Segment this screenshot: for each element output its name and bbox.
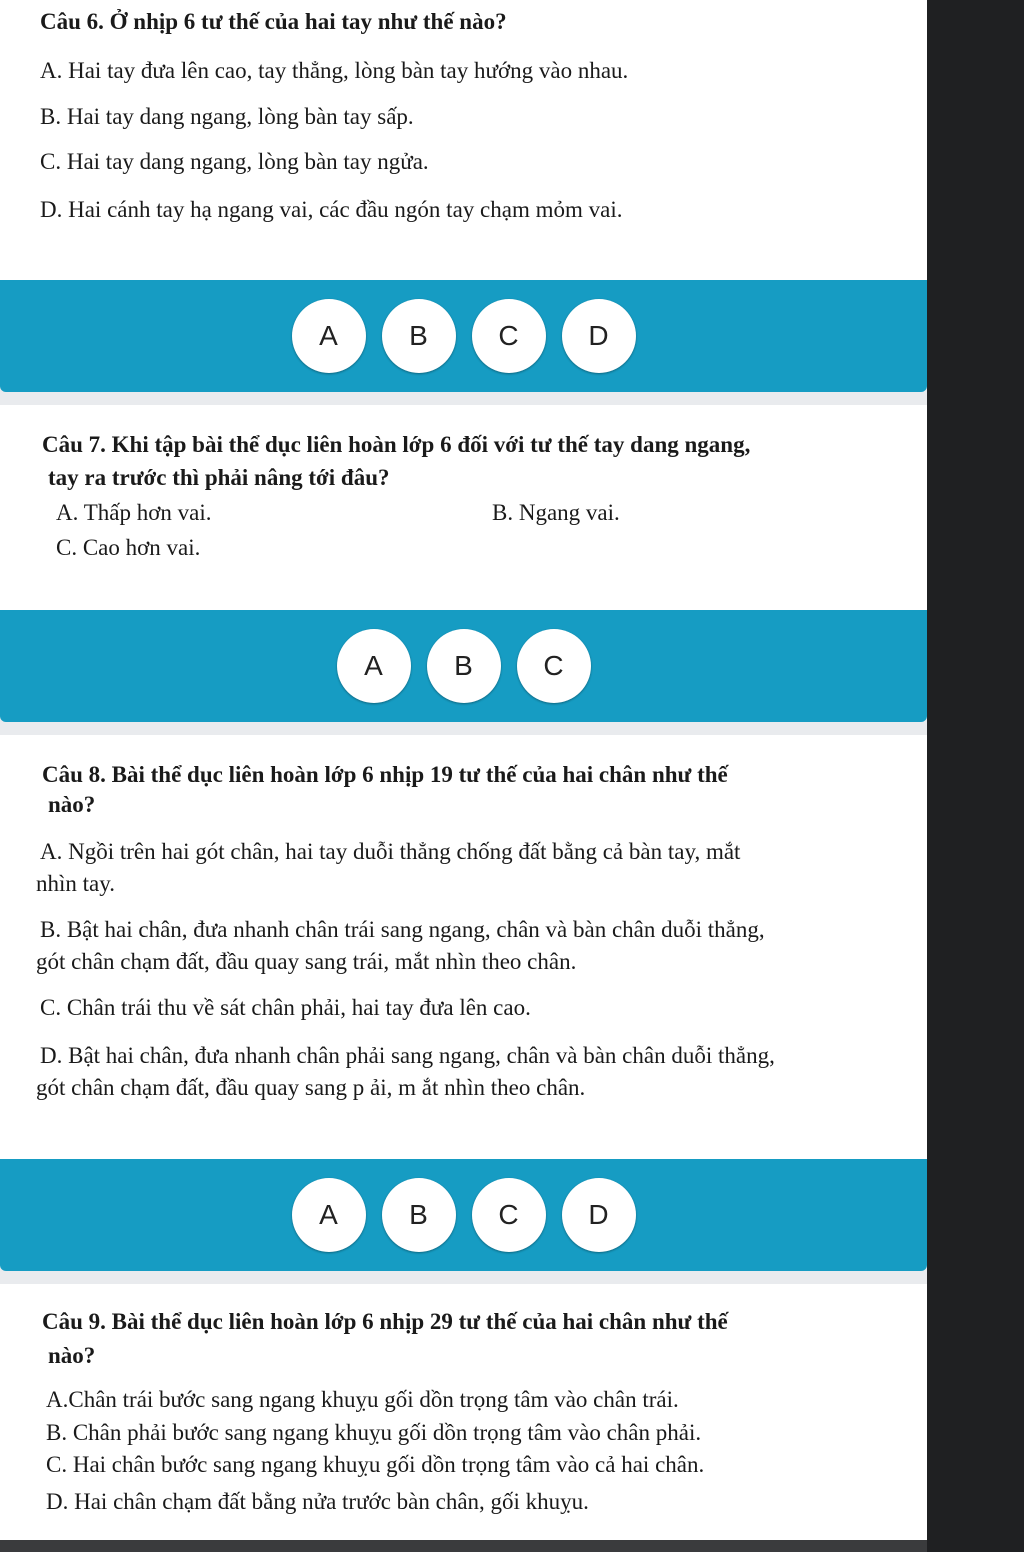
question-8-option-a-line2: nhìn tay. bbox=[36, 871, 115, 896]
question-8-option-d-line2: gót chân chạm đất, đầu quay sang p ải, m ắt nhìn theo chân. bbox=[36, 1075, 586, 1100]
question-7-title-line1: Câu 7. Khi tập bài thể dục liên hoàn lớp 6 đối với tư thế tay dang ngang, bbox=[42, 432, 751, 457]
question-9-title-line2: nào? bbox=[48, 1343, 96, 1368]
question-7-card bbox=[0, 405, 927, 610]
q8-answer-a-button[interactable]: A bbox=[292, 1178, 366, 1252]
question-8-title-line1: Câu 8. Bài thể dục liên hoàn lớp 6 nhịp 19 tư thế của hai chân như thế bbox=[42, 762, 728, 787]
question-7-option-a: A. Thấp hơn vai. bbox=[56, 500, 212, 525]
q7-answer-b-button[interactable]: B bbox=[427, 629, 501, 703]
question-9-option-b: B. Chân phải bước sang ngang khuỵu gối dồn trọng tâm vào chân phải. bbox=[46, 1420, 702, 1445]
question-7-option-c: C. Cao hơn vai. bbox=[56, 535, 201, 560]
q7-answer-a-button[interactable]: A bbox=[337, 629, 411, 703]
question-8-answer-bar bbox=[0, 1159, 927, 1271]
question-6-option-b: B. Hai tay dang ngang, lòng bàn tay sấp. bbox=[40, 104, 414, 129]
q8-answer-b-button[interactable]: B bbox=[382, 1178, 456, 1252]
question-8-option-c: C. Chân trái thu về sát chân phải, hai tay đưa lên cao. bbox=[40, 995, 531, 1020]
question-6-answer-bar bbox=[0, 280, 927, 392]
question-8-title-line2: nào? bbox=[48, 792, 96, 817]
q6-answer-a-button[interactable]: A bbox=[292, 299, 366, 373]
question-7-option-b: B. Ngang vai. bbox=[492, 500, 620, 525]
right-dark-strip bbox=[927, 0, 1024, 1552]
q6-answer-d-button[interactable]: D bbox=[562, 299, 636, 373]
question-6-option-d: D. Hai cánh tay hạ ngang vai, các đầu ngón tay chạm mỏm vai. bbox=[40, 197, 623, 222]
q7-answer-c-button[interactable]: C bbox=[517, 629, 591, 703]
question-8-option-a-line1: A. Ngồi trên hai gót chân, hai tay duỗi thẳng chống đất bằng cả bàn tay, mắt bbox=[40, 839, 741, 864]
question-7-answer-bar bbox=[0, 610, 927, 722]
question-9-option-c: C. Hai chân bước sang ngang khuỵu gối dồn trọng tâm vào cả hai chân. bbox=[46, 1452, 705, 1477]
question-8-option-b-line2: gót chân chạm đất, đầu quay sang trái, mắt nhìn theo chân. bbox=[36, 949, 577, 974]
q6-answer-b-button[interactable]: B bbox=[382, 299, 456, 373]
question-6-card bbox=[0, 0, 927, 280]
question-9-card bbox=[0, 1284, 927, 1540]
question-8-option-d-line1: D. Bật hai chân, đưa nhanh chân phải sang ngang, chân và bàn chân duỗi thẳng, bbox=[40, 1043, 775, 1068]
question-9-option-d: D. Hai chân chạm đất bằng nửa trước bàn chân, gối khuỵu. bbox=[46, 1489, 589, 1514]
question-7-title-line2: tay ra trước thì phải nâng tới đâu? bbox=[48, 465, 390, 490]
question-6-option-c: C. Hai tay dang ngang, lòng bàn tay ngửa. bbox=[40, 149, 429, 174]
q8-answer-d-button[interactable]: D bbox=[562, 1178, 636, 1252]
question-8-card bbox=[0, 735, 927, 1159]
bottom-dark-strip bbox=[0, 1540, 927, 1552]
question-8-option-b-line1: B. Bật hai chân, đưa nhanh chân trái sang ngang, chân và bàn chân duỗi thẳng, bbox=[40, 917, 765, 942]
question-9-title-line1: Câu 9. Bài thể dục liên hoàn lớp 6 nhịp 29 tư thế của hai chân như thế bbox=[42, 1309, 728, 1334]
question-6-option-a: A. Hai tay đưa lên cao, tay thẳng, lòng bàn tay hướng vào nhau. bbox=[40, 58, 629, 83]
question-9-option-a: A.Chân trái bước sang ngang khuỵu gối dồn trọng tâm vào chân trái. bbox=[46, 1387, 679, 1412]
question-6-title: Câu 6. Ở nhịp 6 tư thế của hai tay như thế nào? bbox=[40, 9, 507, 34]
q8-answer-c-button[interactable]: C bbox=[472, 1178, 546, 1252]
q6-answer-c-button[interactable]: C bbox=[472, 299, 546, 373]
